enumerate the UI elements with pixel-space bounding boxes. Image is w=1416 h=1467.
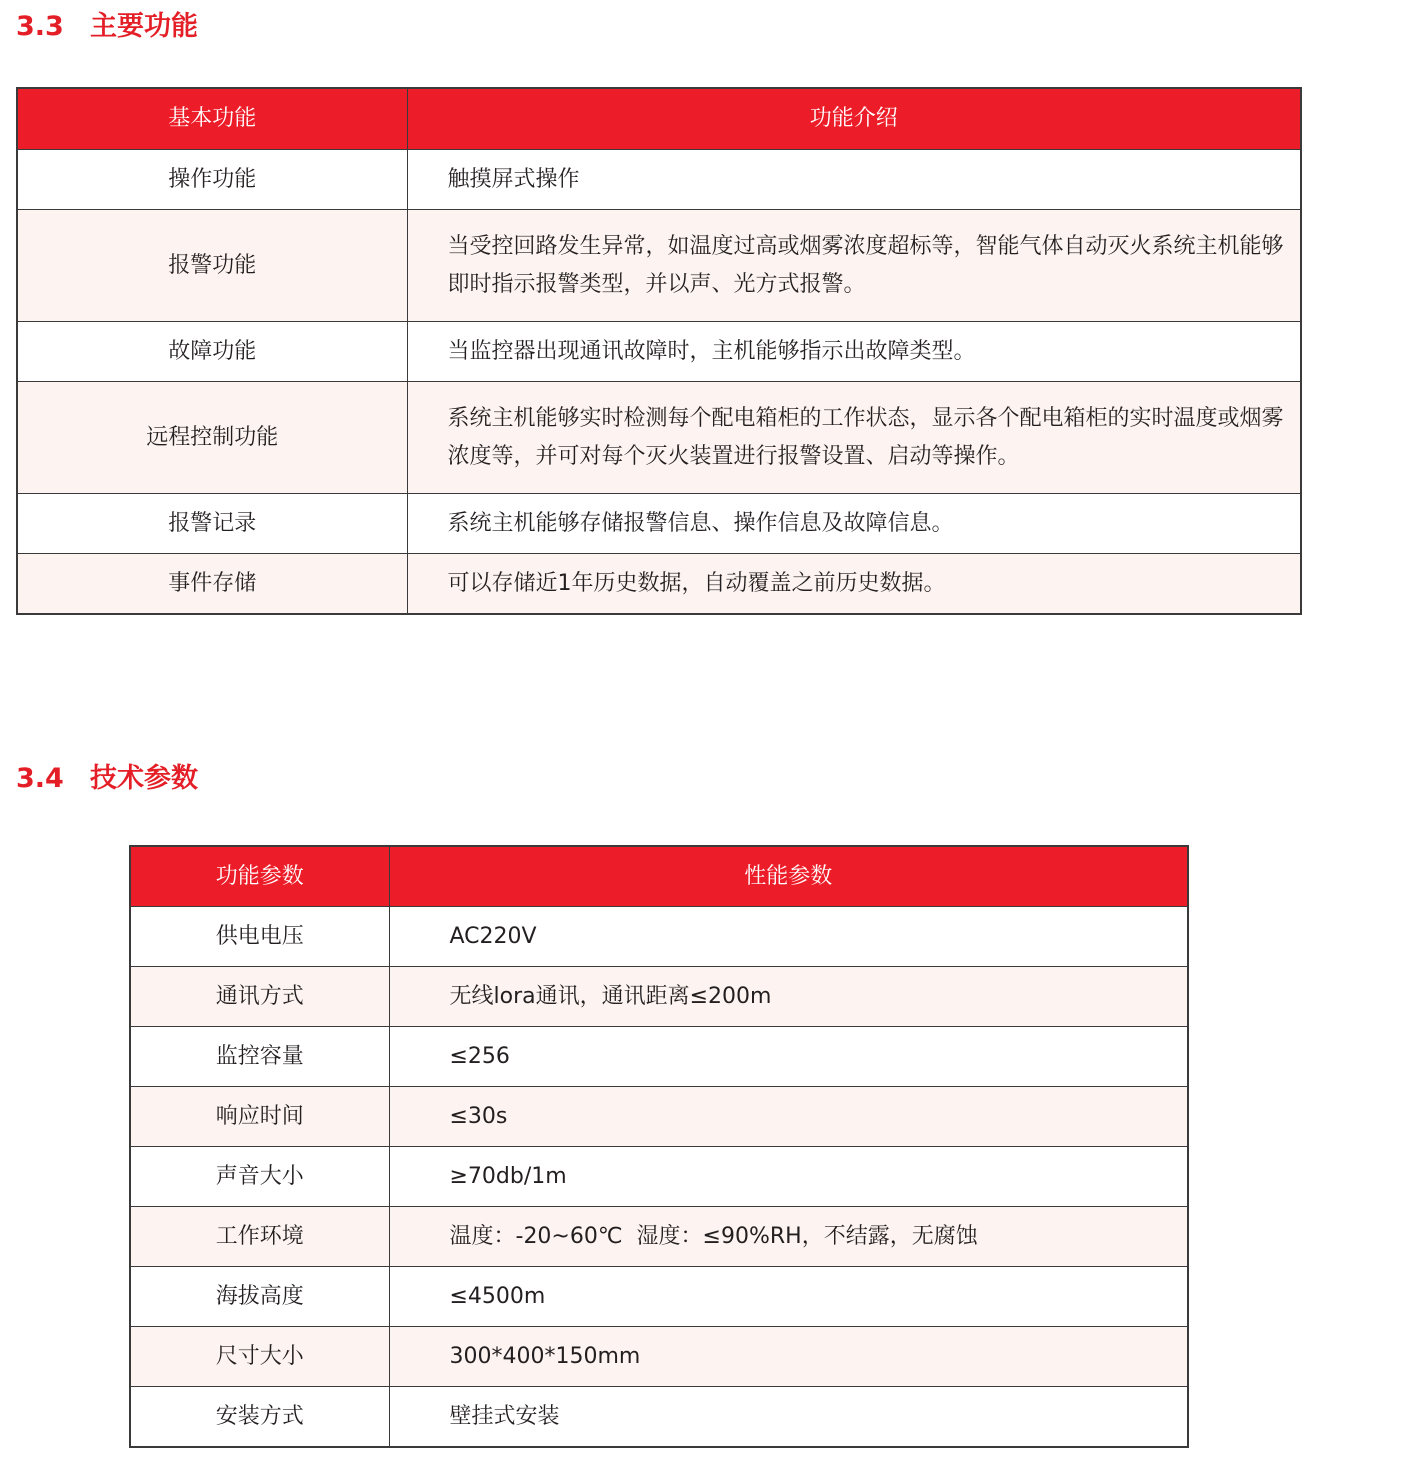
table-row — [17, 150, 1301, 210]
table-row — [130, 1327, 1188, 1387]
table-header-row — [17, 88, 1301, 150]
param-value: 300*400*150mm — [389, 1327, 1188, 1387]
section-number: 3.4 — [16, 763, 64, 794]
function-name: 故障功能 — [17, 322, 407, 382]
param-value: 壁挂式安装 — [389, 1387, 1188, 1448]
table-row — [17, 494, 1301, 554]
function-description: 当监控器出现通讯故障时，主机能够指示出故障类型。 — [407, 322, 1301, 382]
table-header-row — [130, 846, 1188, 907]
table-row — [17, 322, 1301, 382]
param-name: 安装方式 — [130, 1387, 389, 1448]
function-name: 报警记录 — [17, 494, 407, 554]
function-description: 当受控回路发生异常，如温度过高或烟雾浓度超标等，智能气体自动灭火系统主机能够即时指示报警类型，并以声、光方式报警。 — [407, 210, 1301, 322]
table-row — [17, 554, 1301, 615]
function-description: 系统主机能够存储报警信息、操作信息及故障信息。 — [407, 494, 1301, 554]
param-value: 无线lora通讯，通讯距离≤200m — [389, 967, 1188, 1027]
header-function-description: 功能介绍 — [407, 88, 1301, 150]
function-description: 触摸屏式操作 — [407, 150, 1301, 210]
table-row — [130, 1267, 1188, 1327]
param-value: ≤30s — [389, 1087, 1188, 1147]
param-name: 声音大小 — [130, 1147, 389, 1207]
table-row — [130, 1147, 1188, 1207]
table-row — [130, 907, 1188, 967]
param-value: ≥70db/1m — [389, 1147, 1188, 1207]
table-row — [130, 1387, 1188, 1448]
header-basic-function: 基本功能 — [17, 88, 407, 150]
table-row — [130, 1087, 1188, 1147]
header-performance-param: 性能参数 — [389, 846, 1188, 907]
section-title-tech-params — [16, 762, 198, 796]
param-value: 温度：-20~60℃ 湿度：≤90%RH，不结露，无腐蚀 — [389, 1207, 1188, 1267]
table-row — [17, 210, 1301, 322]
param-name: 响应时间 — [130, 1087, 389, 1147]
param-name: 海拔高度 — [130, 1267, 389, 1327]
main-functions-table — [16, 87, 1302, 615]
param-value: ≤256 — [389, 1027, 1188, 1087]
table-row — [130, 1027, 1188, 1087]
param-value: ≤4500m — [389, 1267, 1188, 1327]
param-name: 工作环境 — [130, 1207, 389, 1267]
function-name: 远程控制功能 — [17, 382, 407, 494]
section-title-text: 主要功能 — [90, 11, 198, 42]
param-value: AC220V — [389, 907, 1188, 967]
tech-params-table — [129, 845, 1189, 1448]
function-description: 可以存储近1年历史数据，自动覆盖之前历史数据。 — [407, 554, 1301, 615]
param-name: 通讯方式 — [130, 967, 389, 1027]
param-name: 监控容量 — [130, 1027, 389, 1087]
function-name: 报警功能 — [17, 210, 407, 322]
section-title-text: 技术参数 — [90, 763, 198, 794]
table-row — [130, 967, 1188, 1027]
table-row — [130, 1207, 1188, 1267]
section-number: 3.3 — [16, 11, 64, 42]
header-function-param: 功能参数 — [130, 846, 389, 907]
function-name: 事件存储 — [17, 554, 407, 615]
param-name: 尺寸大小 — [130, 1327, 389, 1387]
section-title-main-functions — [16, 10, 198, 44]
table-row — [17, 382, 1301, 494]
param-name: 供电电压 — [130, 907, 389, 967]
function-name: 操作功能 — [17, 150, 407, 210]
function-description: 系统主机能够实时检测每个配电箱柜的工作状态，显示各个配电箱柜的实时温度或烟雾浓度等，并可对每个灭火装置进行报警设置、启动等操作。 — [407, 382, 1301, 494]
